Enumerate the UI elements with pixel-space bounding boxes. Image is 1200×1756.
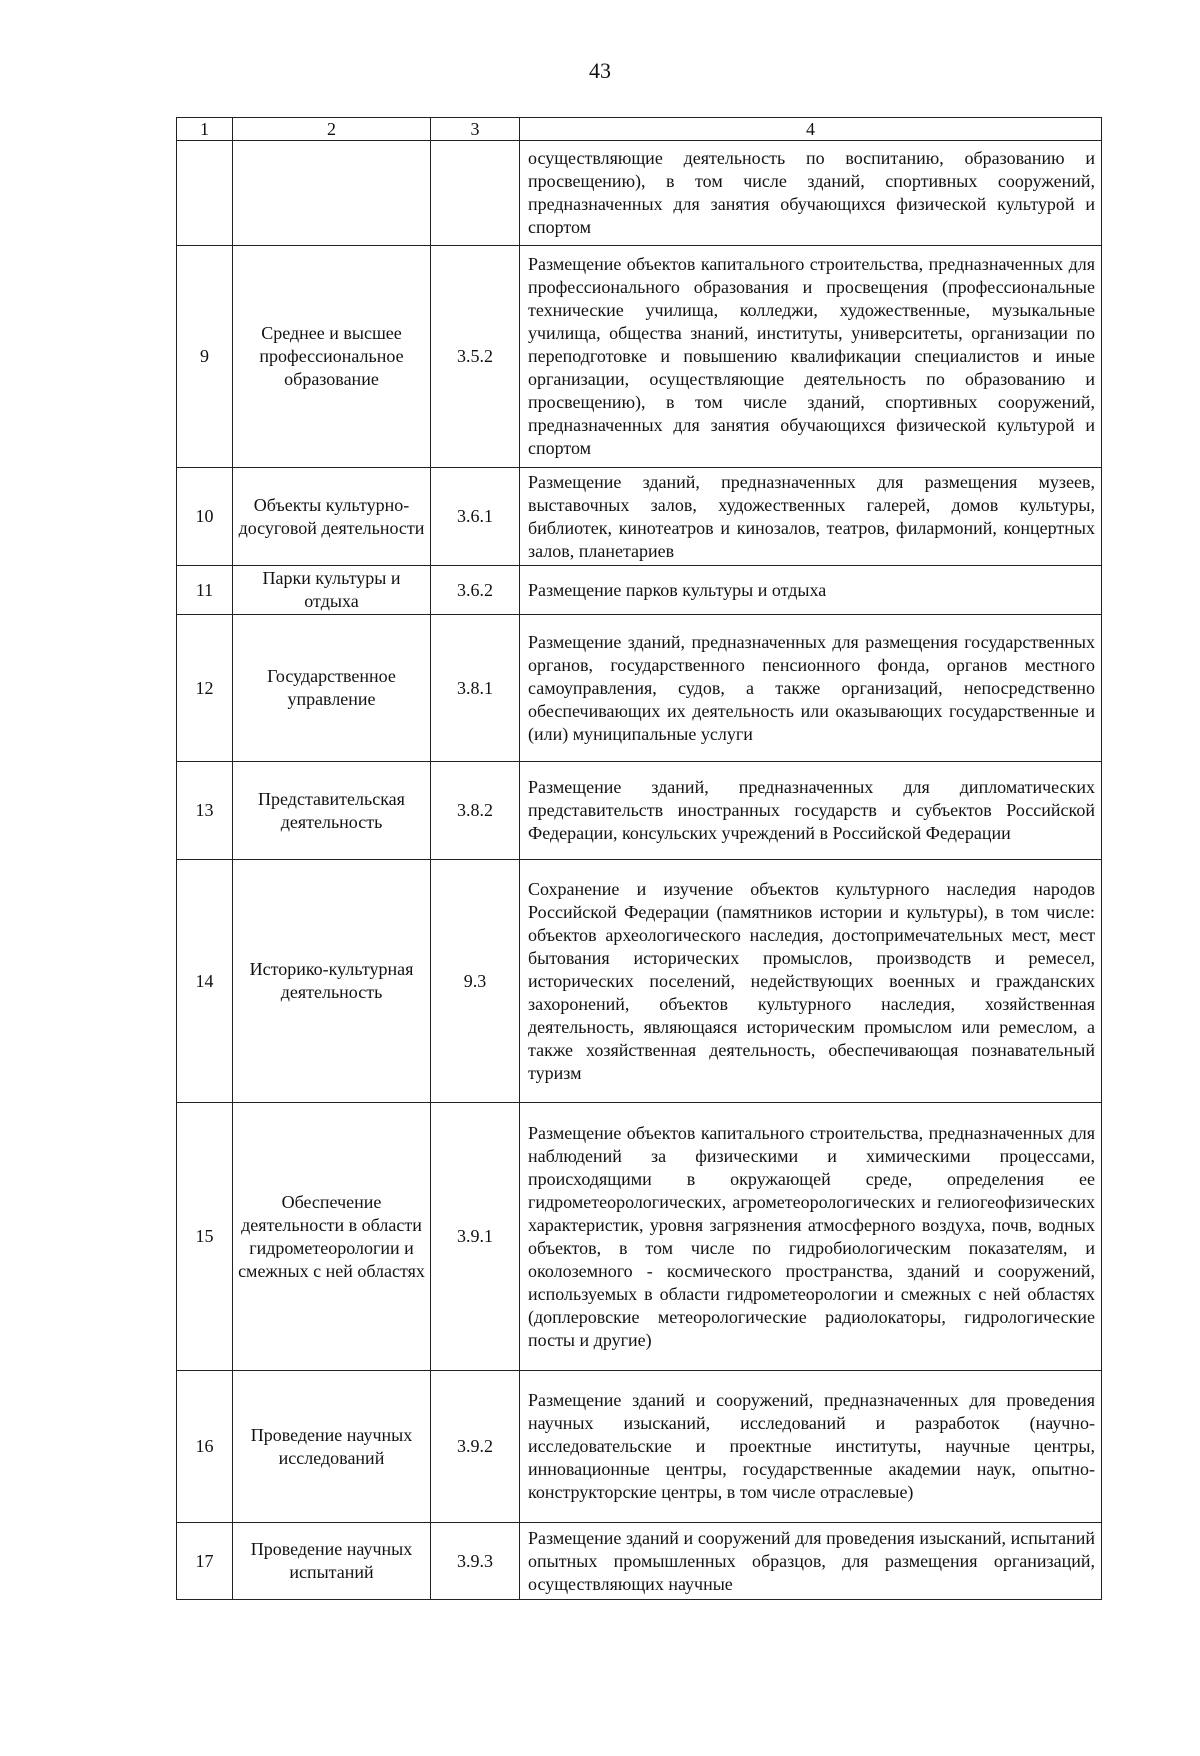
row-description: Размещение зданий, предназначенных для дипломатических представительств иностранных государств и субъектов Российской Федерации, консульских учреждений в Российской Федерации: [520, 762, 1102, 860]
row-description: осуществляющие деятельность по воспитанию, образованию и просвещению), в том числе зданий, спортивных сооружений, предназначенных для занятия обучающихся физической культурой и спортом: [520, 141, 1102, 246]
row-name: Объекты культурно-досуговой деятельности: [233, 468, 431, 566]
row-name: Представительская деятельность: [233, 762, 431, 860]
row-code: 3.9.2: [431, 1371, 520, 1523]
table-row: [177, 566, 1102, 615]
row-name: [233, 141, 431, 246]
row-name: Государственное управление: [233, 615, 431, 762]
row-description: Размещение зданий, предназначенных для размещения музеев, выставочных залов, художественных галерей, домов культуры, библиотек, кинотеатров и кинозалов, театров, филармоний, концертных залов, планетариев: [520, 468, 1102, 566]
row-description: Размещение зданий и сооружений для проведения изысканий, испытаний опытных промышленных образцов, для размещения организаций, осуществляющих научные: [520, 1523, 1102, 1600]
table-row: [177, 1103, 1102, 1371]
header-col-1: 1: [177, 118, 233, 141]
row-description: Размещение парков культуры и отдыха: [520, 566, 1102, 615]
row-number: 17: [177, 1523, 233, 1600]
row-name: Проведение научных испытаний: [233, 1523, 431, 1600]
land-use-table: [176, 117, 1102, 1600]
row-code: 3.8.2: [431, 762, 520, 860]
row-name: Среднее и высшее профессиональное образование: [233, 246, 431, 468]
row-description: Размещение зданий, предназначенных для размещения государственных органов, государственного пенсионного фонда, органов местного самоуправления, судов, а также организаций, непосредственно обеспечивающих их деятельность или оказывающих государственные и (или) муниципальные услуги: [520, 615, 1102, 762]
row-number: 13: [177, 762, 233, 860]
header-col-3: 3: [431, 118, 520, 141]
row-name: Историко-культурная деятельность: [233, 860, 431, 1103]
row-number: 11: [177, 566, 233, 615]
row-description: Размещение зданий и сооружений, предназначенных для проведения научных изысканий, исследований и разработок (научно-исследовательские и проектные институты, научные центры, инновационные центры, государственные академии наук, опытно-конструкторские центры, в том числе отраслевые): [520, 1371, 1102, 1523]
row-code: 3.5.2: [431, 246, 520, 468]
table-row: [177, 615, 1102, 762]
table-row: [177, 468, 1102, 566]
table-row: [177, 762, 1102, 860]
row-number: [177, 141, 233, 246]
row-name: Обеспечение деятельности в области гидрометеорологии и смежных с ней областях: [233, 1103, 431, 1371]
row-code: 3.8.1: [431, 615, 520, 762]
row-description: Размещение объектов капитального строительства, предназначенных для профессионального образования и просвещения (профессиональные технические училища, колледжи, художественные, музыкальные училища, общества знаний, институты, университеты, организации по переподготовке и повышению квалификации специалистов и иные организации, осуществляющие деятельность по образованию и просвещению), в том числе зданий, спортивных сооружений, предназначенных для занятия обучающихся физической культурой и спортом: [520, 246, 1102, 468]
table-row: [177, 246, 1102, 468]
row-number: 10: [177, 468, 233, 566]
header-col-4: 4: [520, 118, 1102, 141]
table-header-row: [177, 118, 1102, 141]
row-number: 9: [177, 246, 233, 468]
row-number: 14: [177, 860, 233, 1103]
table-row: [177, 1523, 1102, 1600]
row-code: 9.3: [431, 860, 520, 1103]
row-code: 3.6.2: [431, 566, 520, 615]
page-number: 43: [589, 58, 611, 83]
header-col-2: 2: [233, 118, 431, 141]
row-number: 15: [177, 1103, 233, 1371]
row-code: 3.9.3: [431, 1523, 520, 1600]
row-number: 12: [177, 615, 233, 762]
row-name: Парки культуры и отдыха: [233, 566, 431, 615]
row-code: 3.6.1: [431, 468, 520, 566]
row-code: 3.9.1: [431, 1103, 520, 1371]
row-name: Проведение научных исследований: [233, 1371, 431, 1523]
row-description: Размещение объектов капитального строительства, предназначенных для наблюдений за физическими и химическими процессами, происходящими в окружающей среде, определения ее гидрометеорологических, агрометеорологических и гелиогеофизических характеристик, уровня загрязнения атмосферного воздуха, почв, водных объектов, в том числе по гидробиологическим показателям, и околоземного - космического пространства, зданий и сооружений, используемых в области гидрометеорологии и смежных с ней областях (доплеровские метеорологические радиолокаторы, гидрологические посты и другие): [520, 1103, 1102, 1371]
table-row: [177, 860, 1102, 1103]
table-row: [177, 1371, 1102, 1523]
row-description: Сохранение и изучение объектов культурного наследия народов Российской Федерации (памятников истории и культуры), в том числе: объектов археологического наследия, достопримечательных мест, мест бытования исторических промыслов, производств и ремесел, исторических поселений, недействующих военных и гражданских захоронений, объектов культурного наследия, хозяйственная деятельность, являющаяся историческим промыслом или ремеслом, а также хозяйственная деятельность, обеспечивающая познавательный туризм: [520, 860, 1102, 1103]
table-row: [177, 141, 1102, 246]
row-number: 16: [177, 1371, 233, 1523]
row-code: [431, 141, 520, 246]
